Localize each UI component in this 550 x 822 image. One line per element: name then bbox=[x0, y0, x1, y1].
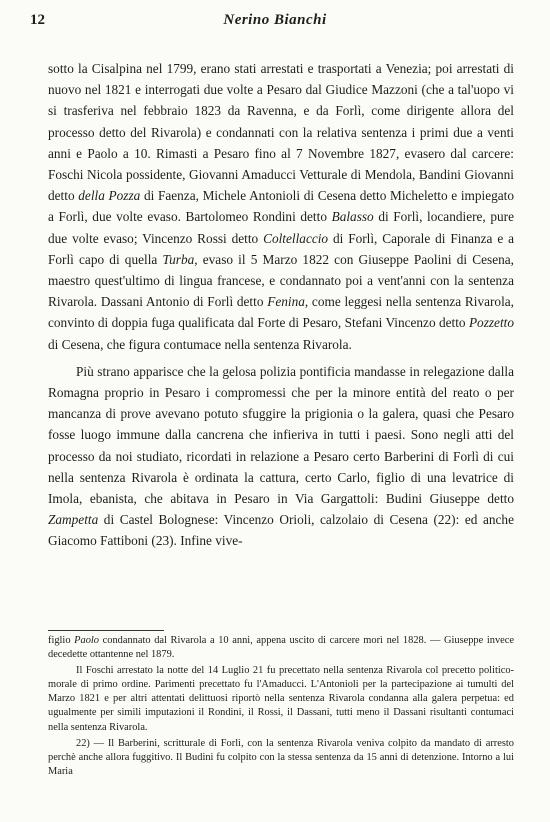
footnote-21: Il Foschi arrestato la notte del 14 Luglio 21 fu precettato nella sentenza Rivarola col precetto politico-morale di primo ordine. Parimenti precettato fu l'Amaducci. L'Antonioli per la partecipazione ai tumulti del Marzo 1821 e per altri attentati delittuosi riportò nella sentenza Rivarola condanna alla galera perpetua: ed ugualmente per simili imputazioni il Rondini, il Rossi, il Dassani, tutti meno il Dassani risultanti contumaci nella sentenza Rivarola. bbox=[48, 665, 514, 733]
body-text bbox=[48, 58, 514, 552]
paragraph-2: Più strano apparisce che la gelosa polizia pontificia mandasse in relegazione dalla Romagna proprio in Pesaro i compromessi che per la minore entità del reato o per mancanza di prove avevano potuto sfuggire la prigionia o la galera, quasi che Pesaro fosse luogo immune dalla cancrena che infieriva in tutti i paesi. Sono negli atti del processo da noi studiato, ricordati in relazione a Pesaro certo Barberini di Forlì di cui nella sentenza Rivarola è ordinata la cattura, certo Carlo, figlio di una levatrice di Imola, ebanista, che abitava in Pesaro in Via Gargattoli: Budini Giuseppe detto Zampetta di Castel Bolognese: Vincenzo Orioli, calzolaio di Cesena (22): ed anche Giacomo Fattiboni (23). Infine vive- bbox=[48, 363, 514, 549]
footnote-22: 22) — Il Barberini, scritturale di Forlì, con la sentenza Rivarola veniva colpito da mandato di arresto perchè anche allora fuggitivo. Il Budini fu colpito con la stessa sentenza da 15 anni di detenzione. Intorno a lui Maria bbox=[48, 737, 514, 777]
footnote-divider bbox=[48, 630, 164, 631]
running-title: Nerino Bianchi bbox=[223, 12, 327, 28]
footnotes bbox=[48, 634, 514, 779]
page-number: 12 bbox=[30, 12, 45, 28]
paragraph-1: sotto la Cisalpina nel 1799, erano stati arrestati e trasportati a Venezia; poi arrestati di nuovo nel 1821 e interrogati due volte a Pesaro dal Giudice Mazzoni (che a tal'uopo vi si trasferiva nel febbraio 1823 da Ravenna, e da Forlì, come dirigente allora del processo detto del Rivarola) e condannati con la relativa sentenza i primi due a venti anni e Paolo a 10. Rimasti a Pesaro fino al 7 Novembre 1827, evasero dal carcere: Foschi Nicola possidente, Giovanni Amaducci Vetturale di Mendola, Bandini Giovanni detto della Pozza di Faenza, Michele Antonioli di Cesena detto Micheletto e impiegato a Forlì, due volte evaso. Bartolomeo Rondini detto Balasso di Forlì, locandiere, pure due volte evaso; Vincenzo Rossi detto Coltellaccio di Forlì, Caporale di Finanza e a Forlì capo di quella Turba, evaso il 5 Marzo 1822 con Giuseppe Paolini di Cesena, maestro quest'ultimo di lingua francese, e condannato poi a vent'anni con la sentenza Rivarola. Dassani Antonio di Forlì detto Fenina, come leggesi nella sentenza Rivarola, convinto di doppia fuga qualificata dal Forte di Pesaro, Stefani Vincenzo detto Pozzetto di Cesena, che figura contumace nella sentenza Rivarola. bbox=[48, 61, 515, 352]
footnote-continuation: figlio Paolo condannato dal Rivarola a 10 anni, appena uscito di carcere morì nel 1828. — Giuseppe invece decedette ottantenne nel 1879. bbox=[48, 635, 515, 661]
